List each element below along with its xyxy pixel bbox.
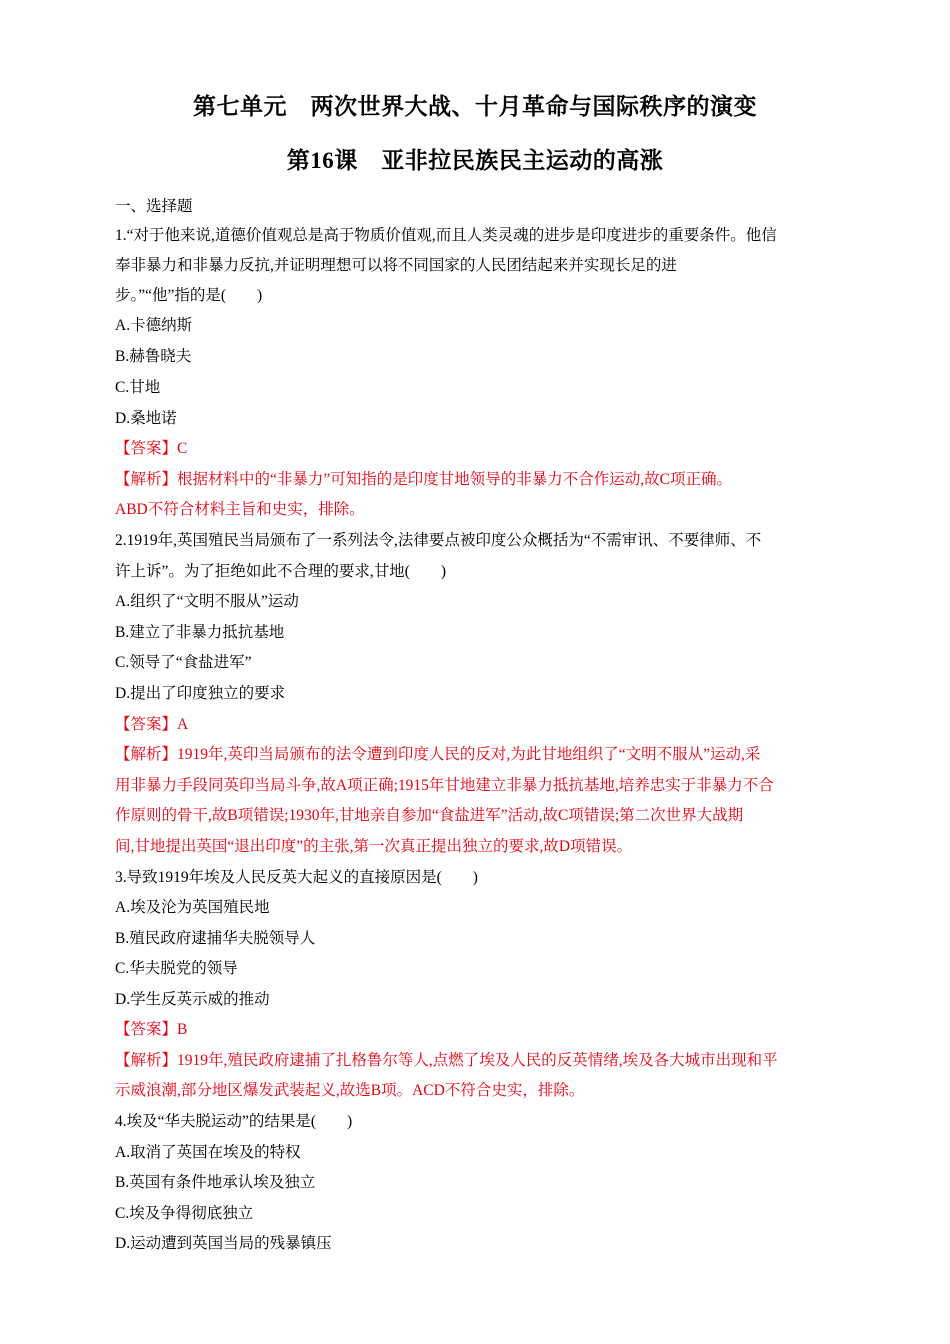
q3-option-d: D.学生反英示威的推动: [115, 991, 270, 1008]
q4-stem-line-1: 4.埃及“华夫脱运动”的结果是( ): [115, 1113, 353, 1130]
q3-option-c: C.华夫脱党的领导: [115, 960, 238, 977]
q3-answer: 【答案】B: [115, 1021, 188, 1038]
q2-option-b: B.建立了非暴力抵抗基地: [115, 624, 285, 641]
q1-stem-line-2: 奉非暴力和非暴力反抗,并证明理想可以将不同国家的人民团结起来并实现长足的进: [115, 257, 677, 274]
q1-analysis-line-1: 【解析】根据材料中的“非暴力”可知指的是印度甘地领导的非暴力不合作运动,故C项正确。: [115, 471, 732, 488]
q4-option-b: B.英国有条件地承认埃及独立: [115, 1174, 316, 1191]
q2-analysis-line-2: 用非暴力手段同英印当局斗争,故A项正确;1915年甘地建立非暴力抵抗基地,培养忠实于非暴力不合: [115, 777, 774, 794]
q2-analysis-line-4: 间,甘地提出英国“退出印度”的主张,第一次真正提出独立的要求,故D项错误。: [115, 838, 633, 855]
q4-option-a: A.取消了英国在埃及的特权: [115, 1144, 301, 1161]
q4-option-c: C.埃及争得彻底独立: [115, 1205, 254, 1222]
q1-stem-line-1: 1.“对于他来说,道德价值观总是高于物质价值观,而且人类灵魂的进步是印度进步的重要条件。他信: [115, 227, 777, 244]
q2-stem-line-1: 2.1919年,英国殖民当局颁布了一系列法令,法律要点被印度公众概括为“不需审讯、不要律师、不: [115, 532, 762, 549]
q2-answer: 【答案】A: [115, 716, 189, 733]
q2-option-c: C.领导了“食盐进军”: [115, 654, 252, 671]
section-label: 一、选择题: [115, 198, 193, 215]
q3-option-b: B.殖民政府逮捕华夫脱领导人: [115, 930, 316, 947]
q3-analysis-line-2: 示威浪潮,部分地区爆发武装起义,故选B项。ACD不符合史实，排除。: [115, 1082, 585, 1099]
q1-option-a: A.卡德纳斯: [115, 317, 193, 334]
q3-stem-line-1: 3.导致1919年埃及人民反英大起义的直接原因是( ): [115, 869, 478, 886]
lesson-title: 第16课 亚非拉民族民主运动的高涨: [286, 148, 664, 173]
q1-stem-line-3: 步。”“他”指的是( ): [115, 287, 263, 304]
q4-option-d: D.运动遭到英国当局的残暴镇压: [115, 1235, 332, 1252]
q1-option-c: C.甘地: [115, 379, 161, 396]
q1-option-b: B.赫鲁晓夫: [115, 348, 192, 365]
unit-title: 第七单元 两次世界大战、十月革命与国际秩序的演变: [193, 94, 757, 119]
q1-option-d: D.桑地诺: [115, 410, 177, 427]
q2-option-d: D.提出了印度独立的要求: [115, 685, 286, 702]
q1-analysis-line-2: ABD不符合材料主旨和史实，排除。: [115, 501, 365, 518]
q1-answer: 【答案】C: [115, 440, 188, 457]
q2-stem-line-2: 许上诉”。为了拒绝如此不合理的要求,甘地( ): [115, 563, 447, 580]
q2-option-a: A.组织了“文明不服从”运动: [115, 593, 299, 610]
q3-option-a: A.埃及沦为英国殖民地: [115, 899, 270, 916]
q2-analysis-line-1: 【解析】1919年,英印当局颁布的法令遭到印度人民的反对,为此甘地组织了“文明不服从”运动,采: [115, 746, 761, 763]
q3-analysis-line-1: 【解析】1919年,殖民政府逮捕了扎格鲁尔等人,点燃了埃及人民的反英情绪,埃及各大城市出现和平: [115, 1052, 778, 1069]
q2-analysis-line-3: 作原则的骨干,故B项错误;1930年,甘地亲自参加“食盐进军”活动,故C项错误;第二次世界大战期: [115, 807, 744, 824]
